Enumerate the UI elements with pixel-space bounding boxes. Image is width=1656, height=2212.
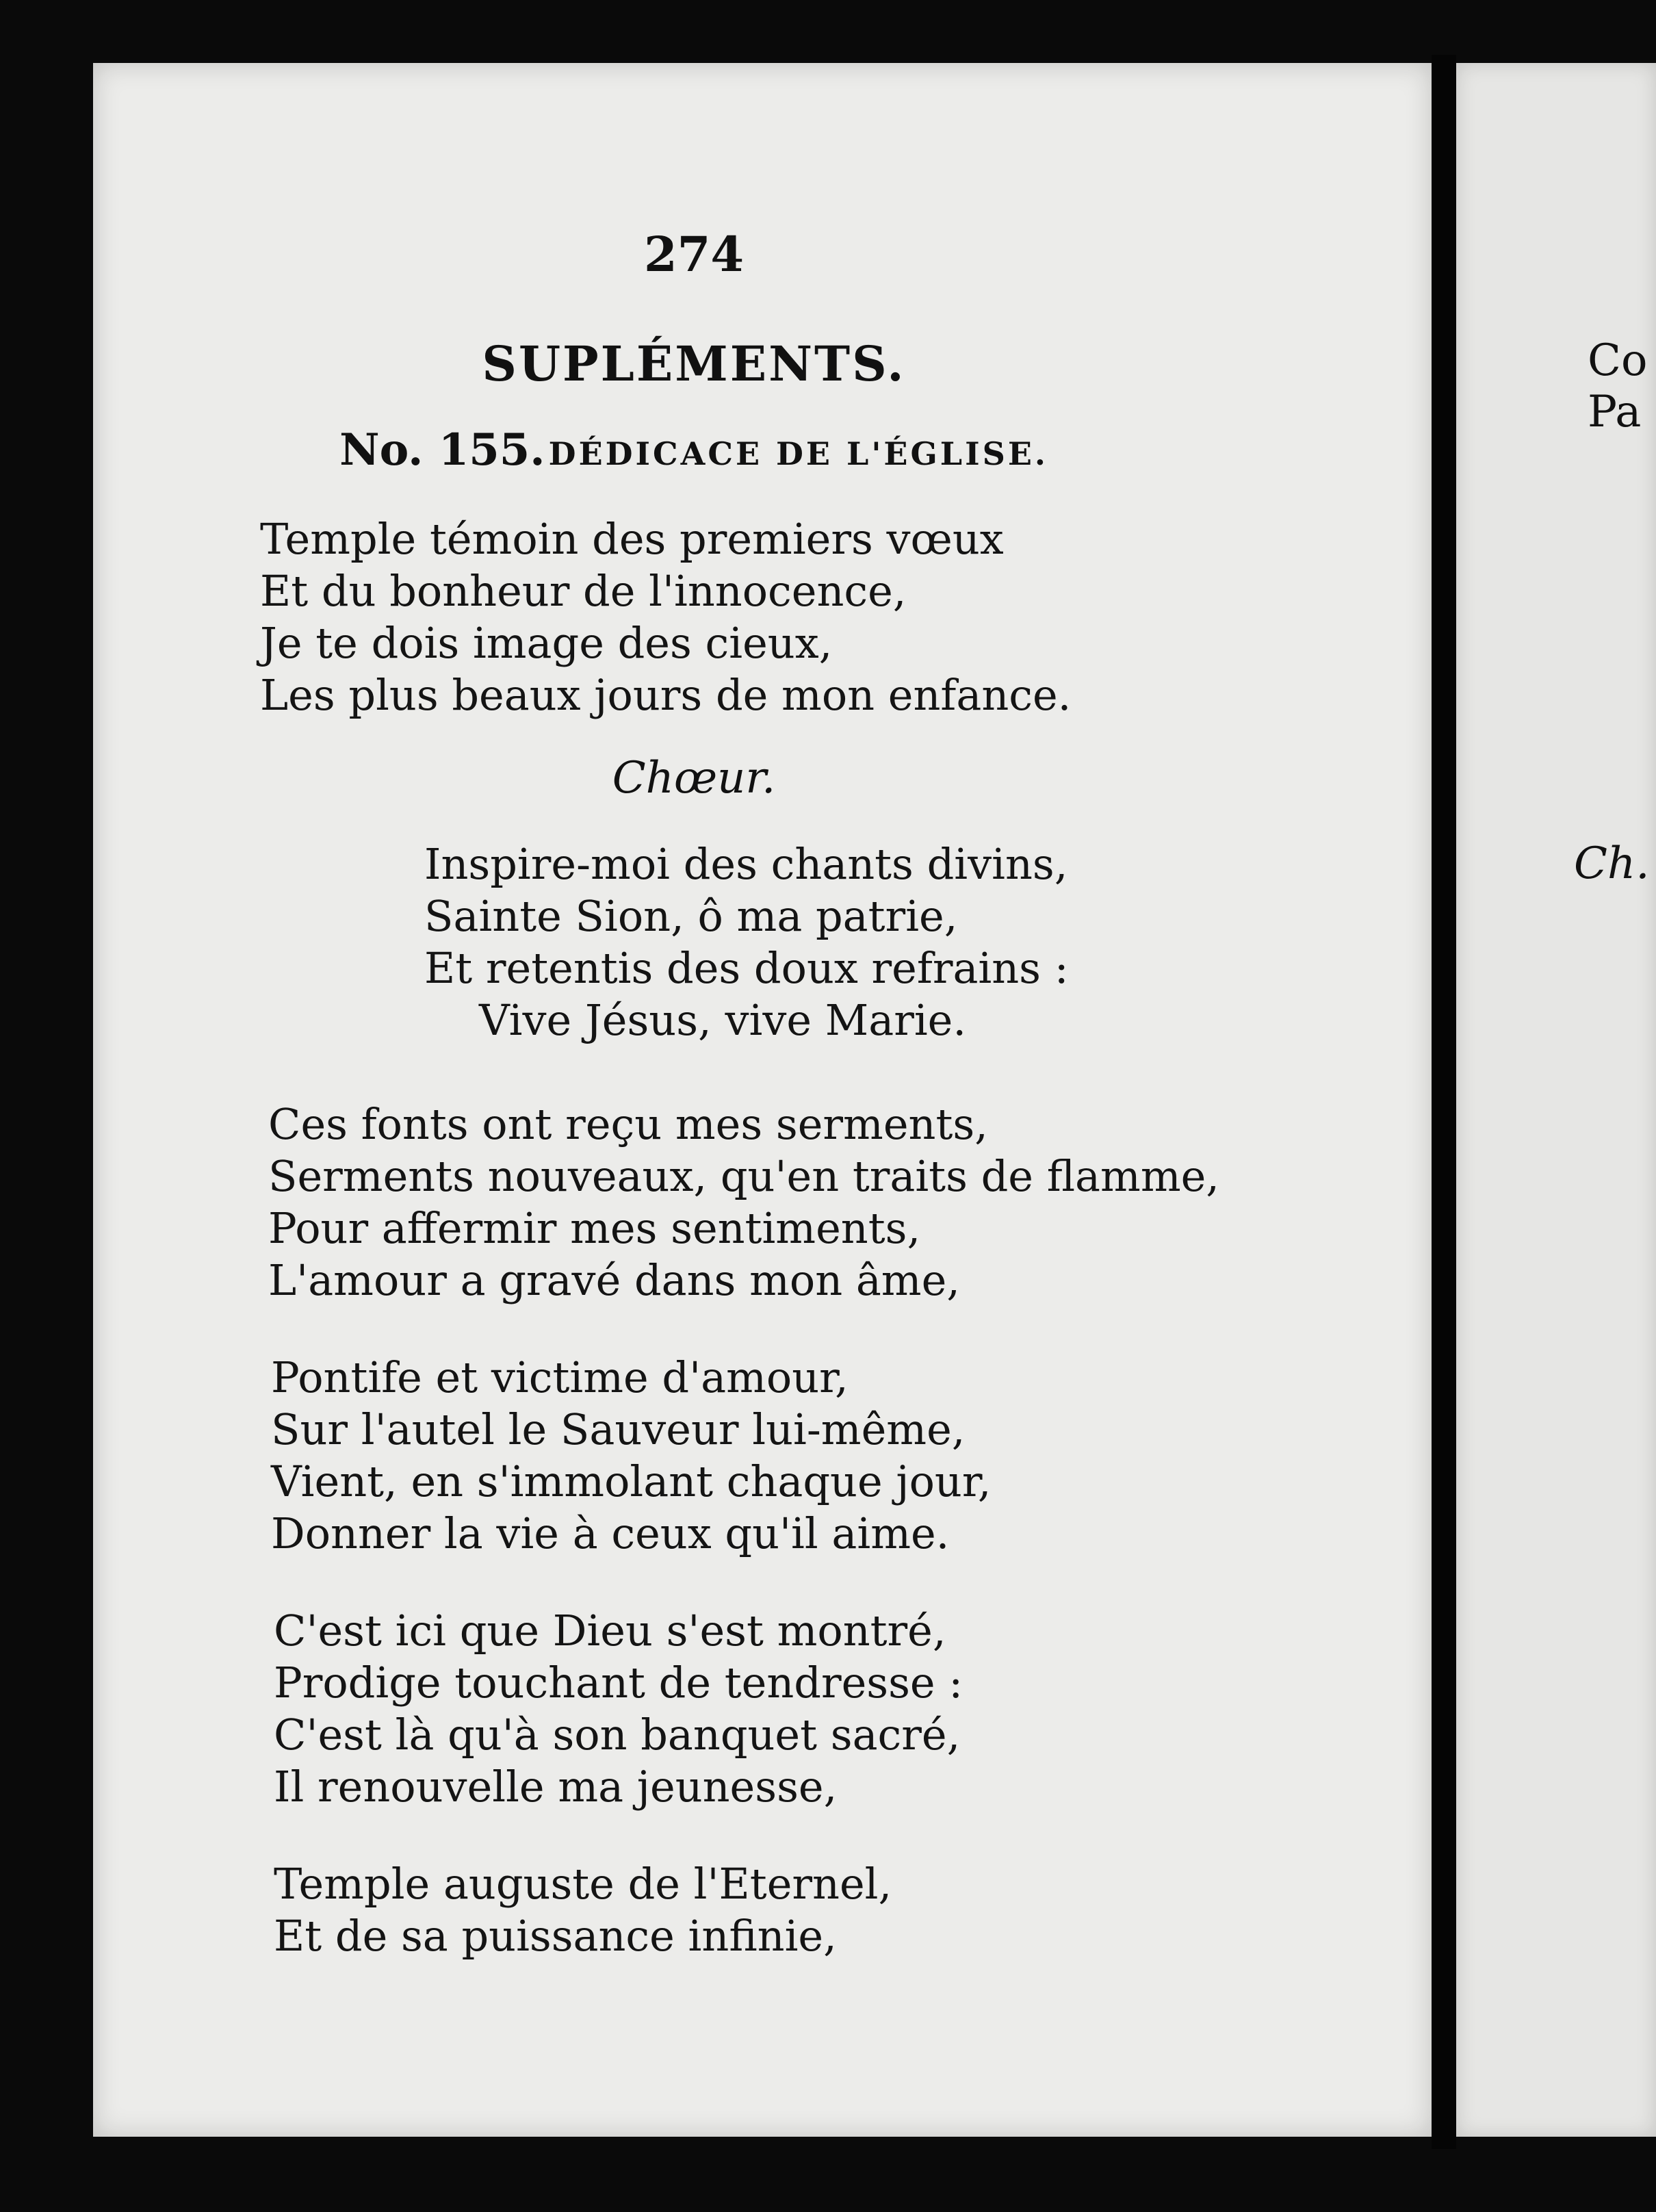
hymn-title: DÉDICACE DE L'ÉGLISE. — [548, 435, 1048, 472]
verse-line: Prodige touchant de tendresse : — [274, 1658, 963, 1708]
verse-line: L'amour a gravé dans mon âme, — [268, 1255, 960, 1305]
chorus-line: Sainte Sion, ô ma patrie, — [424, 891, 958, 941]
verse-line: Et du bonheur de l'innocence, — [260, 566, 907, 616]
verse-line: Il renouvelle ma jeunesse, — [274, 1762, 838, 1812]
verse-line: Sur l'autel le Sauveur lui-même, — [271, 1404, 966, 1454]
chorus — [424, 838, 1069, 1046]
verse-line: Vient, en s'immolant chaque jour, — [271, 1456, 992, 1506]
verse-line: C'est ici que Dieu s'est montré, — [274, 1606, 946, 1656]
verse-line: Et de sa puissance infinie, — [274, 1911, 837, 1961]
verse-line: Je te dois image des cieux, — [260, 618, 833, 668]
hymn-number: No. 155. — [339, 424, 545, 476]
right-page-line: Co — [1588, 335, 1648, 386]
chorus-line: Vive Jésus, vive Marie. — [479, 995, 967, 1045]
chorus-line: Inspire-moi des chants divins, — [424, 839, 1068, 889]
verse-line: C'est là qu'à son banquet sacré, — [274, 1710, 961, 1760]
stanza-2 — [268, 1098, 1219, 1307]
verse-line: Les plus beaux jours de mon enfance. — [260, 670, 1072, 720]
section-title: SUPLÉMENTS. — [482, 335, 906, 392]
right-page-line: Pa — [1588, 387, 1642, 437]
verse-line: Ces fonts ont reçu mes serments, — [268, 1099, 988, 1149]
stanza-4 — [274, 1605, 963, 1813]
chorus-line: Et retentis des doux refrains : — [424, 943, 1069, 993]
stanza-3 — [271, 1352, 991, 1560]
page-number: 274 — [643, 226, 745, 283]
right-page-chorus-label: Ch. — [1574, 838, 1650, 889]
verse-line: Pour affermir mes sentiments, — [268, 1203, 921, 1253]
stanza-5 — [274, 1858, 892, 1962]
hymn-heading — [0, 424, 1481, 476]
verse-line: Donner la vie à ceux qu'il aime. — [271, 1508, 950, 1558]
chorus-label: Chœur. — [612, 753, 776, 803]
verse-line: Temple auguste de l'Eternel, — [274, 1859, 892, 1909]
stanza-1 — [260, 513, 1071, 721]
verse-line: Serments nouveaux, qu'en traits de flamme, — [268, 1151, 1220, 1201]
verse-line: Pontife et victime d'amour, — [271, 1352, 849, 1402]
verse-line: Temple témoin des premiers vœux — [260, 514, 1004, 564]
